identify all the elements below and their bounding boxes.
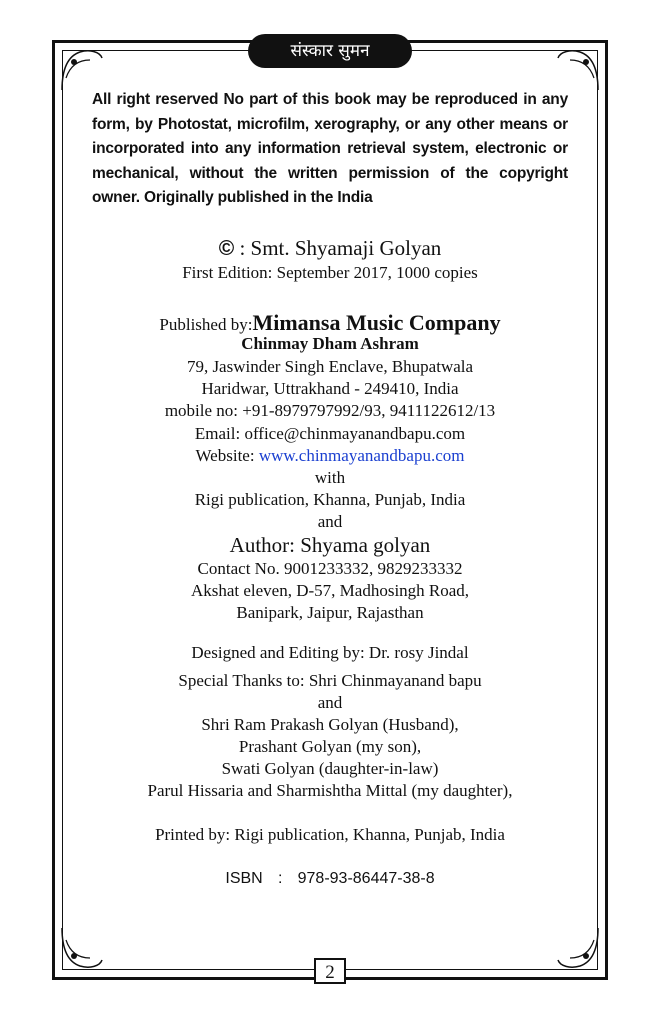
thanks-line-2: Shri Ram Prakash Golyan (Husband), [201, 715, 459, 734]
author-contact: Contact No. 9001233332, 9829233332 [197, 559, 463, 578]
copublisher-line: Rigi publication, Khanna, Punjab, India [194, 490, 466, 509]
corner-ornament-top-right-icon [556, 48, 600, 92]
edition-line: First Edition: September 2017, 1000 copies [182, 263, 478, 282]
thanks-and: and [317, 693, 343, 712]
with-text: with [314, 468, 346, 487]
publisher-website-line [70, 445, 590, 468]
publisher-mobile: mobile no: +91-8979797992/93, 9411122612/13 [164, 401, 496, 420]
isbn-value: 978-93-86447-38-8 [297, 870, 435, 887]
book-title-header: संस्कार सुमन [248, 34, 412, 68]
publisher-email: Email: office@chinmayanandbapu.com [194, 424, 466, 443]
designed-by: Designed and Editing by: Dr. rosy Jindal [191, 643, 469, 662]
rights-notice: All right reserved No part of this book may be reproduced in any form, by Photostat, microfilm, xerography, or any other means or incorporated into any information retrieval system, electronic or mechanical, without the written permission of the copyright owner. Originally published in the India [92, 91, 568, 206]
publisher-org: Chinmay Dham Ashram [241, 334, 419, 353]
copyright-separator: : [239, 236, 246, 260]
thanks-line-1: Special Thanks to: Shri Chinmayanand bapu [178, 671, 482, 690]
publisher-address-1: 79, Jaswinder Singh Enclave, Bhupatwala [186, 357, 474, 376]
publisher-address-2: Haridwar, Uttrakhand - 249410, India [201, 379, 459, 398]
corner-ornament-bottom-right-icon [556, 926, 600, 970]
copyright-holder: Smt. Shyamaji Golyan [250, 236, 442, 260]
author-address-2: Banipark, Jaipur, Rajasthan [236, 603, 424, 622]
author-name: Author: Shyama golyan [229, 533, 431, 557]
corner-ornament-top-left-icon [60, 48, 104, 92]
and-text: and [317, 512, 343, 531]
isbn-separator: : [277, 870, 283, 887]
page-number: 2 [314, 958, 346, 984]
thanks-line-3: Prashant Golyan (my son), [238, 737, 422, 756]
publisher-name: Mimansa Music Company [252, 310, 501, 335]
isbn-line [70, 870, 590, 888]
website-label: Website: [195, 446, 255, 465]
publisher-label: Published by: [159, 315, 253, 334]
thanks-line-4: Swati Golyan (daughter-in-law) [221, 759, 439, 778]
author-address-1: Akshat eleven, D-57, Madhosingh Road, [190, 581, 470, 600]
corner-ornament-bottom-left-icon [60, 926, 104, 970]
copyright-icon: © [218, 237, 235, 260]
website-link[interactable]: www.chinmayanandbapu.com [258, 446, 465, 465]
copyright-line [70, 236, 590, 261]
isbn-label: ISBN [225, 870, 263, 887]
printed-by: Printed by: Rigi publication, Khanna, Punjab, India [155, 825, 505, 844]
thanks-line-5: Parul Hissaria and Sharmishtha Mittal (my daughter), [147, 781, 513, 800]
